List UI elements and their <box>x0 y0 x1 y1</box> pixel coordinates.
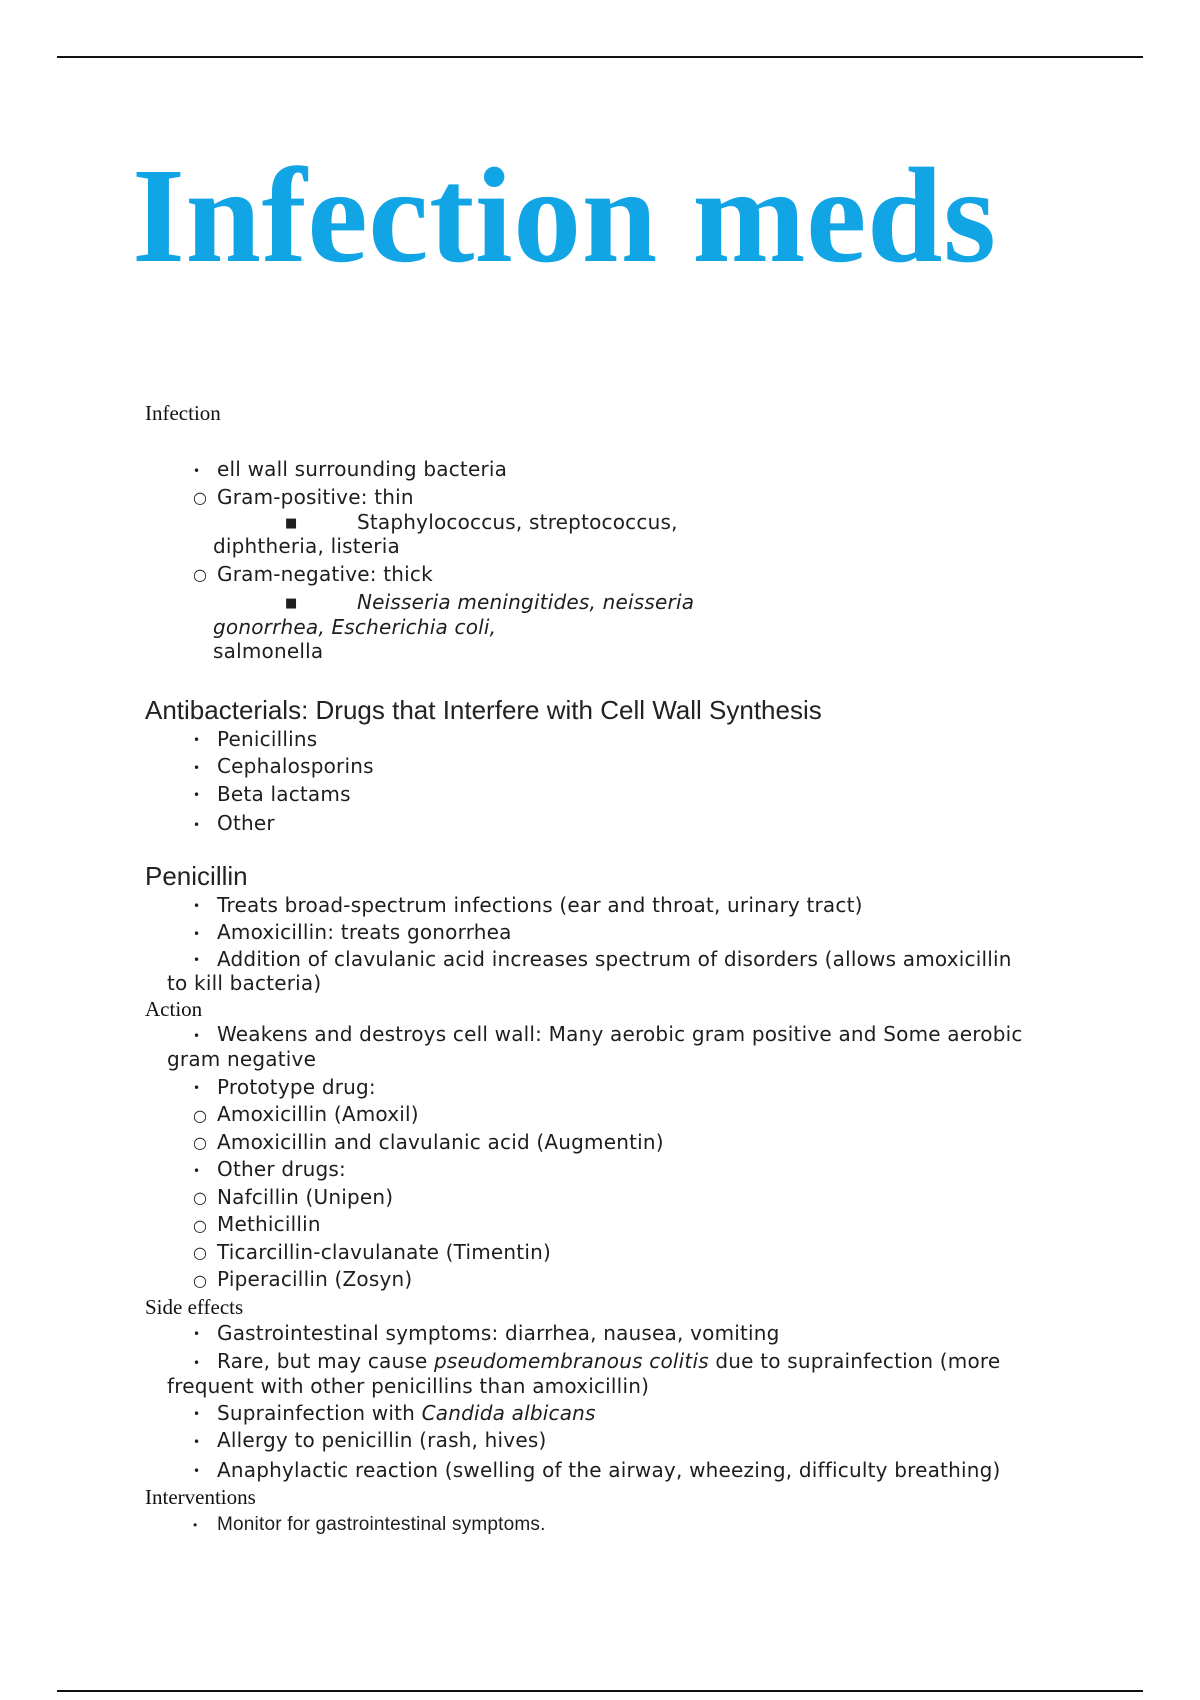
list-item: • Monitor for gastrointestinal symptoms. <box>145 1512 1090 1538</box>
list-item: • Allergy to penicillin (rash, hives) <box>145 1427 1090 1455</box>
bullet-dot-icon: • <box>193 1028 201 1043</box>
list-item: ○ Amoxicillin (Amoxil) <box>145 1101 1090 1129</box>
circle-bullet-icon: ○ <box>193 1105 208 1125</box>
list-item: • Amoxicillin: treats gonorrhea <box>145 919 1090 947</box>
list-item: ○ Gram-positive: thin <box>145 484 1090 512</box>
list-item: • Suprainfection with Candida albicans <box>145 1400 1090 1428</box>
bottom-rule <box>57 1690 1143 1692</box>
list-item: • ell wall surrounding bacteria <box>145 456 1090 484</box>
bullet-dot-icon: • <box>193 1518 198 1532</box>
section-heading-antibacterials: Antibacterials: Drugs that Interfere with Cell Wall Synthesis <box>145 694 822 725</box>
bullet-dot-icon: • <box>193 733 201 747</box>
list-item: ○ Gram-negative: thick <box>145 561 1090 589</box>
list-item-continuation: diphtheria, listeria <box>213 533 400 558</box>
list-item: ○ Ticarcillin-clavulanate (Timentin) <box>145 1239 1090 1267</box>
list-item: ○ Amoxicillin and clavulanic acid (Augmentin) <box>145 1129 1090 1157</box>
list-item: • Rare, but may cause pseudomembranous colitis due to suprainfection (more <box>193 1349 1001 1373</box>
circle-bullet-icon: ○ <box>193 1215 208 1235</box>
document-title: Infection meds <box>132 141 997 291</box>
list-item-continuation: frequent with other penicillins than amoxicillin) <box>167 1373 650 1398</box>
list-item-continuation: salmonella <box>213 638 324 663</box>
list-item: ○ Nafcillin (Unipen) <box>145 1184 1090 1212</box>
subheading-interventions: Interventions <box>145 1485 256 1509</box>
square-bullet-icon: ■ <box>285 515 298 531</box>
bullet-dot-icon: • <box>193 1434 201 1449</box>
list-item: • Gastrointestinal symptoms: diarrhea, nausea, vomiting <box>145 1320 1090 1348</box>
circle-bullet-icon: ○ <box>193 1188 208 1207</box>
list-item: ○ Piperacillin (Zosyn) <box>145 1266 1090 1294</box>
bullet-dot-icon: • <box>193 926 201 941</box>
list-item: ○ Methicillin <box>145 1211 1090 1239</box>
circle-bullet-icon: ○ <box>193 1243 208 1262</box>
section-heading-penicillin: Penicillin <box>145 860 248 891</box>
list-item: • Other <box>145 810 1090 838</box>
bullet-dot-icon: • <box>193 788 201 802</box>
list-item: • Weakens and destroys cell wall: Many aerobic gram positive and Some aerobic <box>193 1022 1023 1046</box>
list-item-continuation: to kill bacteria) <box>167 971 322 995</box>
bullet-dot-icon: • <box>193 1081 201 1095</box>
top-rule <box>57 56 1143 58</box>
bullet-dot-icon: • <box>193 463 201 478</box>
section-heading-infection: Infection <box>145 401 221 425</box>
bullet-dot-icon: • <box>193 817 201 832</box>
list-item: • Penicillins <box>145 726 1090 754</box>
list-item: ■ Neisseria meningitides, neisseria <box>285 590 695 614</box>
circle-bullet-icon: ○ <box>193 1270 208 1290</box>
bullet-dot-icon: • <box>193 953 201 967</box>
document-body <box>145 400 1090 1538</box>
list-item: • Cephalosporins <box>145 753 1090 781</box>
subheading-side-effects: Side effects <box>145 1294 244 1319</box>
bullet-dot-icon: • <box>193 1163 201 1178</box>
bullet-dot-icon: • <box>193 1464 201 1478</box>
list-item: • Addition of clavulanic acid increases spectrum of disorders (allows amoxicillin <box>193 946 1012 971</box>
bullet-dot-icon: • <box>193 760 201 775</box>
list-item: • Other drugs: <box>145 1156 1090 1184</box>
bullet-dot-icon: • <box>193 899 201 913</box>
list-item: ■ Staphylococcus, streptococcus, <box>285 510 678 534</box>
bullet-dot-icon: • <box>193 1327 201 1341</box>
list-item: • Prototype drug: <box>145 1074 1090 1102</box>
list-item-continuation: gram negative <box>167 1046 317 1071</box>
circle-bullet-icon: ○ <box>193 1133 208 1152</box>
bullet-dot-icon: • <box>193 1407 201 1421</box>
circle-bullet-icon: ○ <box>193 565 208 584</box>
bullet-dot-icon: • <box>193 1355 201 1370</box>
list-item-continuation: gonorrhea, Escherichia coli, <box>213 614 497 639</box>
square-bullet-icon: ■ <box>285 595 298 611</box>
list-item: • Beta lactams <box>145 781 1090 809</box>
list-item: • Anaphylactic reaction (swelling of the airway, wheezing, difficulty breathing) <box>145 1457 1090 1485</box>
circle-bullet-icon: ○ <box>193 488 208 507</box>
subheading-action: Action <box>145 997 203 1021</box>
list-item: • Treats broad-spectrum infections (ear and throat, urinary tract) <box>145 892 1090 920</box>
